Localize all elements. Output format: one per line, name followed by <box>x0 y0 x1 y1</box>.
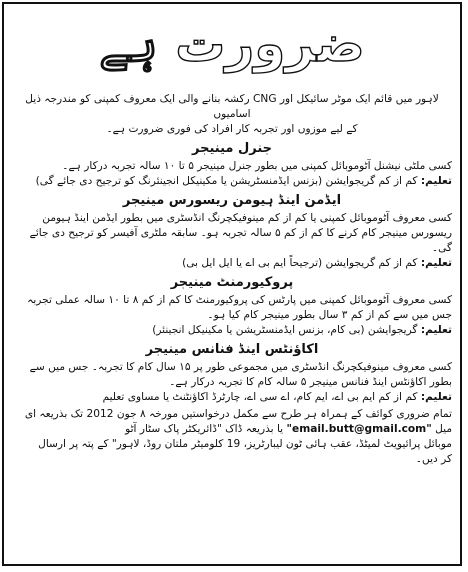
ad-content <box>12 92 452 558</box>
qualification-text: کم از کم گریجوایشن (بزنس ایڈمنسٹریشن یا مکینیکل انجینئرنگ کو ترجیح دی جائے گی) <box>35 175 418 187</box>
contact-email: "email.butt@gmail.com" <box>286 423 432 435</box>
section-admin-hr-manager <box>12 192 452 271</box>
section-body: کسی معروف آٹوموبائل کمپنی یا کم از کم مینوفیکچرنگ انڈسٹری میں بطور ایڈمن اینڈ ہیومن ریسورس مینیجر کام کرنے کا کم از کم ۵ سالہ تجربہ ہو۔ سابقہ ملٹری آفیسر کو ترجیح دی جائے گی۔ <box>29 212 452 254</box>
qualification-label: تعلیم: <box>420 324 452 336</box>
section-body: کسی معروف مینوفیکچرنگ انڈسٹری میں مجموعی طور پر ۱۵ سال کام کا تجربہ۔ جس میں سے بطور اکاؤنٹس اینڈ فنانس مینیجر ۵ سالہ کام کا تجربہ درکار ہے۔ <box>29 361 452 388</box>
section-heading: جنرل مینیجر <box>192 141 272 156</box>
section-heading: اکاؤنٹس اینڈ فنانس مینیجر <box>145 342 319 357</box>
advertisement-frame <box>2 2 462 566</box>
intro-line-2: کے لیے موزوں اور تجربہ کار افراد کی فوری ضرورت ہے۔ <box>106 123 358 135</box>
section-qualification <box>12 390 452 405</box>
section-qualification <box>12 256 452 271</box>
section-qualification <box>12 323 452 338</box>
footer-line-4: کر دیں۔ <box>415 453 452 465</box>
section-qualification <box>12 174 452 189</box>
qualification-label: تعلیم: <box>420 175 452 187</box>
section-general-manager <box>12 140 452 189</box>
qualification-text: کم از کم ایم بی اے، ایم کام، اے سی اے، چارٹرڈ اکاؤنٹنٹ یا مساوی تعلیم <box>102 391 418 403</box>
section-accounts-finance-manager <box>12 341 452 405</box>
banner-title: ضرورت ہے <box>99 15 365 73</box>
qualification-text: گریجوایشن (بی کام، بزنس ایڈمنسٹریشن یا مکینیکل انجینئر) <box>152 324 418 336</box>
qualification-text: کم از کم گریجوایشن (ترجیحاً ایم بی اے یا ایل ایل بی) <box>182 257 418 269</box>
footer-email-prefix: میل <box>435 423 452 435</box>
section-body: کسی ملٹی نیشنل آٹوموبائل کمپنی میں بطور جنرل مینیجر ۵ تا ۱۰ سالہ تجربہ درکار ہے۔ <box>62 160 452 172</box>
section-procurement-manager <box>12 274 452 338</box>
section-heading: ایڈمن اینڈ ہیومن ریسورس مینیجر <box>122 193 342 208</box>
footer-line-2 <box>12 422 452 437</box>
section-body: کسی معروف آٹوموبائل کمپنی میں پارٹس کی پروکیورمنٹ کا کم از کم ۸ تا ۱۰ سالہ عملی تجربہ جس میں سے کم از کم ۳ سال بطور مینیجر کام کیا ہو۔ <box>27 294 452 321</box>
intro-paragraph <box>12 92 452 137</box>
footer-line-3: موبائل پرائیویٹ لمیٹڈ، عقب ہائی ٹون لیبارٹریز، 19 کلومیٹر ملتان روڈ، لاہور" کے پتہ پر ارسال <box>38 438 452 450</box>
section-heading: پروکیورمنٹ مینیجر <box>170 275 294 290</box>
qualification-label: تعلیم: <box>420 257 452 269</box>
banner <box>4 14 460 82</box>
qualification-label: تعلیم: <box>420 391 452 403</box>
footer-line-1: تمام ضروری کوائف کے ہمراہ ہر طرح سے مکمل درخواستیں مورخہ ۸ جون 2012 تک بذریعہ ای <box>24 408 452 420</box>
intro-line-1: لاہور میں قائم ایک موٹر سائیکل اور CNG رکشہ بنانے والی ایک معروف کمپنی کو مندرجہ ذیل اسامیوں <box>25 93 439 120</box>
footer-line-2-rest: یا بذریعہ ڈاک "ڈائریکٹر پاک سٹار آٹو <box>125 423 284 435</box>
application-instructions <box>12 407 452 467</box>
